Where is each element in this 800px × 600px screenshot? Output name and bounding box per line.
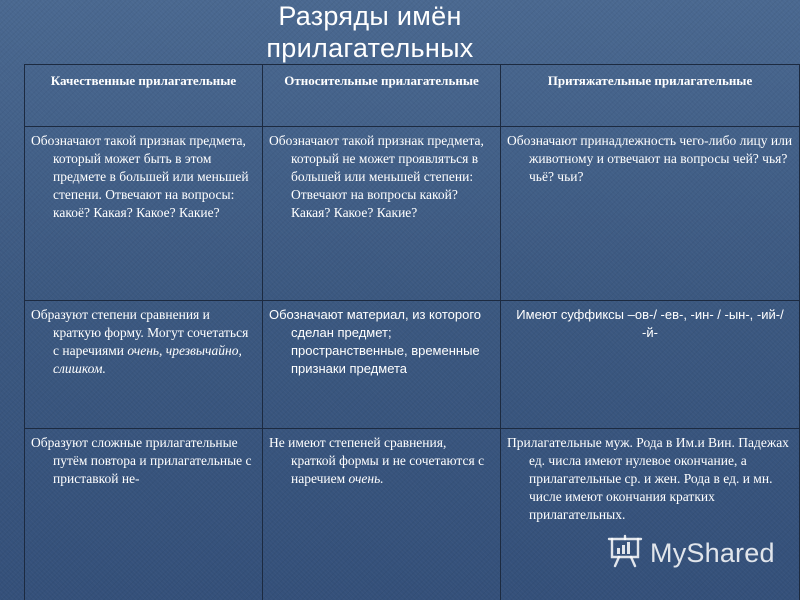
cell-relative-material: Обозначают материал, из которого сделан предмет; пространственные, временные признаки предмета — [263, 301, 501, 429]
cell-relative-no-degrees: Не имеют степеней сравнения, краткой формы и не сочетаются с наречием очень. — [263, 429, 501, 600]
cell-possessive-suffixes: Имеют суффиксы –ов-/ -ев-, -ин- / -ын-, -ий-/ -й- — [501, 301, 800, 429]
table-row — [25, 301, 800, 429]
cell-relative-meaning: Обозначают такой признак предмета, который не может проявляться в большей или меньшей степени: Отвечают на вопросы какой? Какая? Какое? Какие? — [263, 127, 501, 301]
cell-qualitative-forms: Образуют степени сравнения и краткую форму. Могут сочетаться с наречиями очень, чрезвычайно, слишком. — [25, 301, 263, 429]
title-line-1: Разряды имён — [278, 1, 462, 31]
adverbs-italic: очень, чрезвычайно, слишком. — [53, 343, 242, 376]
table-row — [25, 127, 800, 301]
cell-qualitative-meaning: Обозначают такой признак предмета, который может быть в этом предмете в большей или меньшей степени. Отвечают на вопросы: какоё? Какая? Какое? Какие? — [25, 127, 263, 301]
table-row — [25, 429, 800, 600]
title-line-2: прилагательных — [266, 33, 474, 63]
page-title — [0, 0, 740, 64]
header-relative: Относительные прилагательные — [263, 65, 501, 127]
header-qualitative: Качественные прилагательные — [25, 65, 263, 127]
watermark-text: MyShared — [650, 538, 775, 568]
cell-qualitative-compound: Образуют сложные прилагательные путём повтора и прилагательные с приставкой не- — [25, 429, 263, 600]
myshared-watermark — [606, 533, 775, 574]
ochen-italic: очень. — [348, 471, 384, 486]
cell-possessive-meaning: Обозначают принадлежность чего-либо лицу или животному и отвечают на вопросы чей? чья? чьё? чьи? — [501, 127, 800, 301]
table-header-row — [25, 65, 800, 127]
cell-possessive-endings: Прилагательные муж. Рода в Им.и Вин. Падежах ед. числа имеют нулевое окончание, а прилагательные ср. и жен. Рода в ед. и мн. числе имеют окончания кратких прилагательных. — [501, 429, 800, 600]
header-possessive: Притяжательные прилагательные — [501, 65, 800, 127]
adjective-categories-table — [24, 64, 800, 600]
presentation-board-icon — [606, 533, 644, 574]
